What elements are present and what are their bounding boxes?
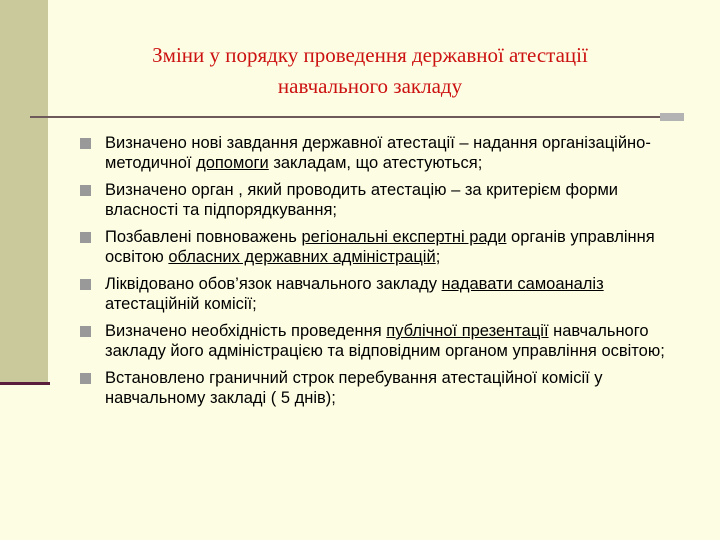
bullet-item [78, 274, 678, 314]
square-bullet-icon [80, 326, 91, 337]
underlined-text: обласних державних адміністрацій [168, 248, 436, 266]
bullet-text: органів управління освітою [105, 228, 655, 266]
title-line-2: навчального закладу [277, 74, 463, 98]
bullet-text: Визначено нові завдання державної атестації – надання організаційно-методичної [105, 134, 651, 172]
bullet-text: Визначено необхідність проведення [105, 322, 387, 340]
bullet-text: атестаційній комісії; [105, 295, 257, 313]
bullet-list [78, 133, 678, 415]
square-bullet-icon [80, 185, 91, 196]
underlined-text: публічної презентації [386, 322, 549, 340]
bullet-text: закладам, що атестуються; [268, 154, 483, 172]
square-bullet-icon [80, 279, 91, 290]
bullet-text: Визначено орган , який проводить атестацію – за критерієм форми власності та підпорядкування; [105, 181, 619, 219]
bullet-item [78, 368, 678, 408]
bullet-text: навчального закладу його адміністрацією та відповідним органом управління освітою; [105, 322, 665, 360]
left-bar-underline [0, 382, 50, 385]
title-divider-accent [660, 113, 684, 121]
bullet-item [78, 227, 678, 267]
bullet-text: ; [435, 248, 441, 266]
bullet-item [78, 321, 678, 361]
underlined-text: допомоги [196, 154, 269, 172]
square-bullet-icon [80, 373, 91, 384]
title-divider [30, 116, 684, 118]
bullet-item [78, 133, 678, 173]
title-line-1: Зміни у порядку проведення державної атестації [152, 43, 588, 67]
bullet-item [78, 180, 678, 220]
underlined-text: регіональні експертні ради [301, 228, 507, 246]
slide-title [80, 40, 660, 102]
bullet-text: Ліквідовано обов’язок навчального закладу [105, 275, 442, 293]
underlined-text: надавати самоаналіз [441, 275, 604, 293]
bullet-text: Встановлено граничний строк перебування атестаційної комісії у навчальному закладі ( 5 днів); [105, 369, 603, 407]
square-bullet-icon [80, 138, 91, 149]
left-decorative-bar [0, 0, 48, 384]
bullet-text: Позбавлені повноважень [105, 228, 302, 246]
square-bullet-icon [80, 232, 91, 243]
